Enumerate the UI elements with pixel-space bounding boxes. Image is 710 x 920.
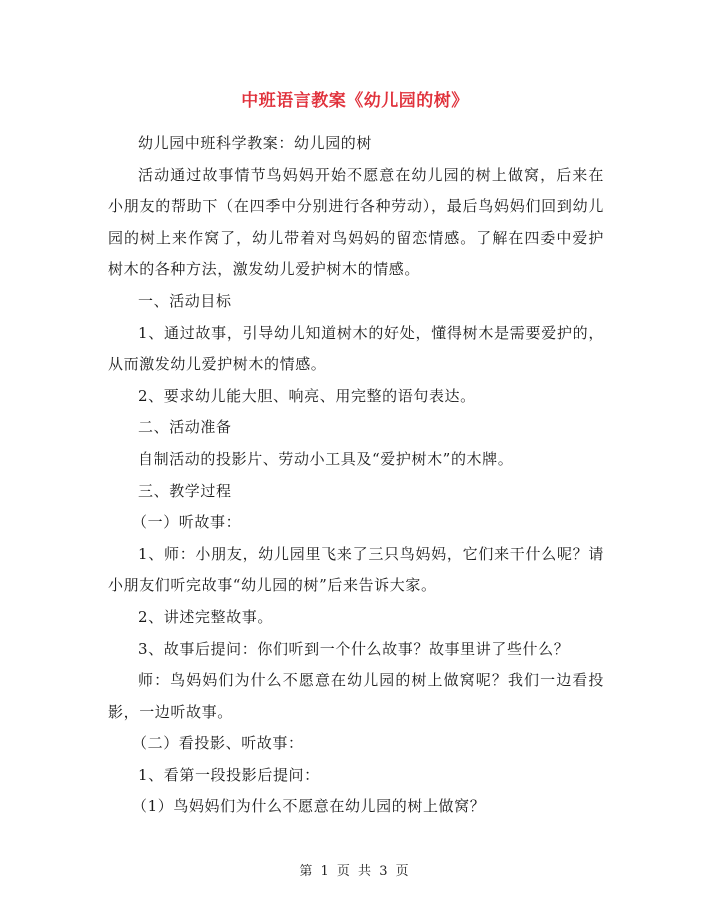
paragraph-goal-2: 2、要求幼儿能大胆、响亮、用完整的语句表达。 <box>138 386 476 405</box>
paragraph-teacher: 师：鸟妈妈们为什么不愿意在幼儿园的树上做窝呢？我们一边看投影，一边听故事。 <box>108 671 604 721</box>
document-body <box>108 128 604 823</box>
paragraph-step-3: 3、故事后提问：你们听到一个什么故事？故事里讲了些什么？ <box>138 639 570 658</box>
document-title: 中班语言教案《幼儿园的树》 <box>241 91 469 111</box>
paragraph-step-2: 2、讲述完整故事。 <box>138 607 273 626</box>
section-heading-preparation: 二、活动准备 <box>138 418 232 437</box>
paragraph-preparation: 自制活动的投影片、劳动小工具及“爱护树木”的木牌。 <box>138 449 514 468</box>
paragraph-question-1: （1）鸟妈妈们为什么不愿意在幼儿园的树上做窝？ <box>132 797 486 816</box>
paragraph-subtitle: 幼儿园中班科学教案：幼儿园的树 <box>138 134 373 152</box>
section-heading-process: 三、教学过程 <box>138 481 232 500</box>
paragraph-step-1: 1、师：小朋友，幼儿园里飞来了三只鸟妈妈，它们来干什么呢？请小朋友们听完故事“幼儿园的树”后来告诉大家。 <box>108 544 604 595</box>
paragraph-watch-1: 1、看第一段投影后提问： <box>138 765 320 784</box>
subsection-heading-listen: （一）听故事： <box>132 513 242 532</box>
subsection-heading-watch: （二）看投影、听故事： <box>132 734 304 753</box>
section-heading-goals: 一、活动目标 <box>138 291 232 310</box>
page-footer: 第 1 页 共 3 页 <box>299 864 411 879</box>
paragraph-goal-1: 1、通过故事，引导幼儿知道树木的好处，懂得树木是需要爱护的，从而激发幼儿爱护树木的情感。 <box>108 323 604 374</box>
paragraph-intro: 活动通过故事情节鸟妈妈开始不愿意在幼儿园的树上做窝，后来在小朋友的帮助下（在四季中分别进行各种劳动），最后鸟妈妈们回到幼儿园的树上来作窝了，幼儿带着对鸟妈妈的留恋情感。了解在四委中爱护树木的各种方法，激发幼儿爱护树木的情感。 <box>108 165 604 279</box>
